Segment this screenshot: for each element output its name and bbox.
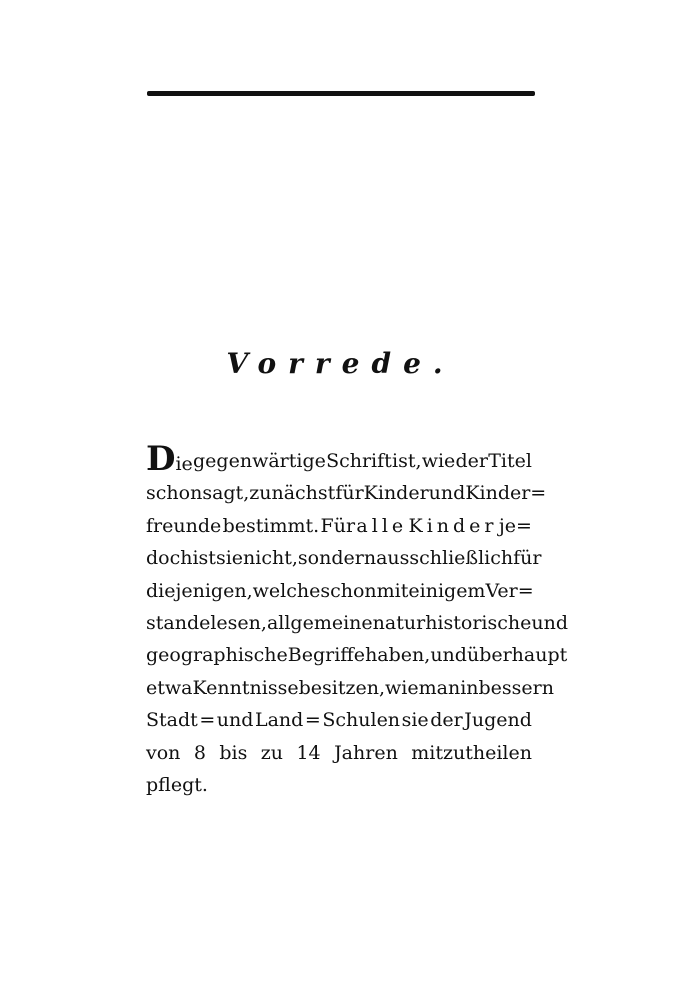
- text-line: [146, 607, 569, 639]
- text-word: von: [146, 741, 181, 764]
- text-word: sie: [401, 709, 429, 732]
- text-word: [146, 439, 193, 479]
- text-word: für: [335, 482, 364, 505]
- text-word: nicht,: [243, 547, 298, 570]
- text-word: Jugend: [464, 709, 532, 732]
- text-word: mitzutheilen: [411, 741, 532, 764]
- text-word: ausschließlich: [376, 547, 514, 570]
- preface-paragraph: [146, 439, 569, 801]
- text-word: in: [460, 676, 479, 699]
- text-line: [146, 477, 547, 509]
- text-word: gegenwärtige: [193, 450, 326, 472]
- text-word: etwa: [146, 676, 193, 699]
- text-word: alle: [356, 514, 408, 537]
- text-word: überhaupt: [466, 644, 568, 667]
- page-title: Vorrede.: [226, 347, 455, 380]
- text-word: freunde: [146, 514, 222, 537]
- text-word: und: [428, 482, 466, 505]
- header-rule: [147, 91, 535, 96]
- text-word: Land: [254, 709, 304, 732]
- text-word: und: [216, 709, 254, 732]
- text-word: allgemeine: [266, 611, 373, 634]
- text-word: sondern: [297, 547, 377, 570]
- text-word: bestimmt.: [222, 514, 320, 537]
- text-word: pflegt.: [146, 773, 208, 796]
- text-word: zunächst: [249, 482, 336, 505]
- text-word: besitzen,: [298, 676, 385, 699]
- text-word: diejenigen,: [146, 579, 253, 602]
- text-word: Für: [320, 514, 356, 537]
- text-word: ist,: [392, 450, 422, 472]
- text-word-rest: ie: [175, 453, 193, 475]
- text-line: [146, 769, 532, 801]
- text-word: zu: [260, 741, 284, 764]
- text-word: bis: [219, 741, 248, 764]
- text-word: Begriffe: [287, 644, 366, 667]
- text-word: 8: [193, 741, 206, 764]
- text-word: Jahren: [334, 741, 398, 764]
- text-word: geographische: [146, 644, 288, 667]
- text-word: schon: [146, 482, 203, 505]
- text-word: naturhistorische: [372, 611, 532, 634]
- text-word: für: [513, 547, 542, 570]
- text-line: [146, 639, 568, 671]
- text-word: Schrift: [326, 450, 392, 472]
- initial-capital: D: [146, 439, 176, 479]
- text-word: schon: [320, 579, 377, 602]
- text-word: bessern: [478, 676, 554, 699]
- text-word: man: [418, 676, 461, 699]
- text-line: [146, 542, 542, 574]
- text-line: [146, 737, 532, 769]
- text-word: sagt,: [202, 482, 250, 505]
- text-word: wie: [385, 676, 419, 699]
- text-word: welche: [252, 579, 321, 602]
- text-word: einigem: [408, 579, 486, 602]
- text-word: der: [430, 709, 463, 732]
- text-line: [146, 575, 532, 607]
- text-word: lesen,: [210, 611, 267, 634]
- text-word: Kinder=: [465, 482, 547, 505]
- text-word: 14: [296, 741, 321, 764]
- text-word: und: [430, 644, 467, 667]
- text-word: Schulen: [322, 709, 401, 732]
- text-word: Ver=: [485, 579, 534, 602]
- text-word: der: [455, 450, 489, 472]
- text-word: Titel: [488, 450, 532, 472]
- text-word: ist: [192, 547, 216, 570]
- text-word: Kinder: [408, 514, 498, 537]
- text-word: =: [304, 709, 321, 732]
- text-line: [146, 510, 532, 542]
- text-word: =: [199, 709, 216, 732]
- text-word: stande: [146, 611, 211, 634]
- text-word: Kinder: [363, 482, 429, 505]
- text-word: Stadt: [146, 709, 198, 732]
- text-line: [146, 439, 532, 479]
- text-word: sie: [215, 547, 244, 570]
- text-word: je=: [498, 514, 532, 537]
- text-word: mit: [376, 579, 409, 602]
- text-line: [146, 672, 554, 704]
- text-line: [146, 704, 532, 736]
- text-word: wie: [421, 450, 456, 472]
- text-word: und: [531, 611, 569, 634]
- text-word: Kenntnisse: [192, 676, 299, 699]
- text-word: doch: [146, 547, 193, 570]
- text-word: haben,: [365, 644, 431, 667]
